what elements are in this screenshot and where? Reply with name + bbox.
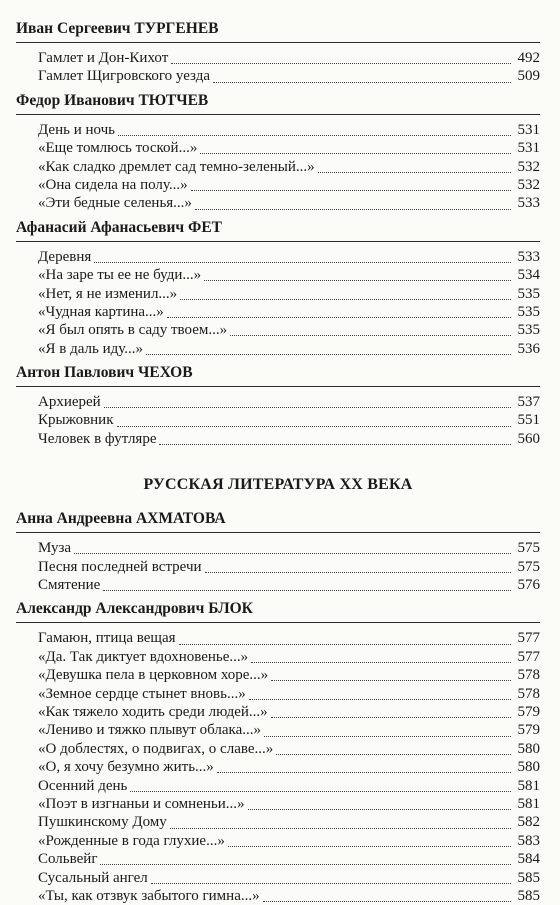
entry-list [16, 539, 540, 594]
dot-leader [180, 288, 511, 300]
entry-page-number: 532 [517, 158, 540, 175]
toc-entry [38, 303, 540, 321]
entry-page-number: 536 [517, 340, 540, 357]
entry-page-number: 580 [517, 740, 540, 757]
dot-leader [230, 324, 511, 336]
entry-page-number: 533 [517, 195, 540, 212]
dot-leader [103, 579, 511, 591]
dot-leader [271, 669, 511, 681]
dot-leader [170, 817, 511, 829]
dot-leader [167, 306, 511, 318]
entry-title: Пушкинскому Дому [38, 814, 167, 831]
dot-leader [228, 835, 511, 847]
entry-page-number: 578 [517, 685, 540, 702]
entry-title: «Девушка пела в церковном хоре...» [38, 667, 269, 684]
entry-page-number: 576 [517, 577, 540, 594]
author-name: Александр Александрович БЛОК [16, 600, 253, 618]
toc-entry [38, 629, 540, 647]
entry-page-number: 560 [517, 430, 540, 447]
toc-entry [38, 340, 540, 358]
dot-leader [249, 688, 511, 700]
toc-entry [38, 703, 540, 721]
dot-leader [251, 651, 511, 663]
entry-page-number: 575 [517, 558, 540, 575]
dot-leader [146, 343, 511, 355]
dot-leader [118, 124, 511, 136]
entry-page-number: 551 [517, 412, 540, 429]
author-heading [16, 86, 540, 115]
dot-leader [104, 396, 511, 408]
toc-entry [38, 832, 540, 850]
toc-entry [38, 777, 540, 795]
entry-page-number: 532 [517, 176, 540, 193]
toc-entry [38, 139, 540, 157]
dot-leader [179, 633, 511, 645]
author-heading [16, 358, 540, 387]
toc-entry [38, 685, 540, 703]
toc-entry [38, 393, 540, 411]
entry-title: «Рожденные в года глухие...» [38, 832, 225, 849]
entry-title: Человек в футляре [38, 430, 157, 447]
author-name: Антон Павлович ЧЕХОВ [16, 364, 193, 382]
dot-leader [264, 725, 511, 737]
toc-entry [38, 248, 540, 266]
entry-title: «Ты, как отзвук забытого гимна...» [38, 887, 260, 904]
entry-title: «Эти бедные селенья...» [38, 195, 192, 212]
toc-entry [38, 887, 540, 905]
toc-entry [38, 795, 540, 813]
entry-page-number: 533 [517, 248, 540, 265]
author-heading [16, 213, 540, 242]
entry-page-number: 537 [517, 394, 540, 411]
toc-entry [38, 194, 540, 212]
toc-entry [38, 758, 540, 776]
toc-entry [38, 740, 540, 758]
toc-entry [38, 176, 540, 194]
entry-title: «Лениво и тяжко плывут облака...» [38, 722, 262, 739]
entry-list [16, 121, 540, 213]
dot-leader [263, 890, 511, 902]
toc-entry [38, 539, 540, 557]
toc-entry [38, 430, 540, 448]
entry-title: Осенний день [38, 777, 128, 794]
entry-title: «О доблестях, о подвигах, о славе...» [38, 740, 274, 757]
entry-title: Гамлет и Дон-Кихот [38, 50, 169, 66]
entry-title: «Чудная картина...» [38, 303, 164, 320]
entry-title: День и ночь [38, 121, 115, 138]
toc-entry [38, 869, 540, 887]
dot-leader [151, 872, 511, 884]
toc-entry [38, 666, 540, 684]
dot-leader [130, 780, 511, 792]
toc-entry [38, 411, 540, 429]
author-name: Афанасий Афанасьевич ФЕТ [16, 218, 222, 236]
dot-leader [171, 52, 511, 64]
toc-entry [38, 321, 540, 339]
toc-entry [38, 558, 540, 576]
entry-title: «Поэт в изгнаньи и сомненьи...» [38, 795, 245, 812]
entry-page-number: 582 [517, 814, 540, 831]
entry-title: «Земное сердце стынет вновь...» [38, 685, 246, 702]
toc-part-19th-century [16, 14, 540, 448]
dot-leader [117, 415, 512, 427]
entry-title: «Я был опять в саду твоем...» [38, 322, 228, 339]
dot-leader [200, 142, 511, 154]
entry-page-number: 577 [517, 630, 540, 647]
entry-page-number: 580 [517, 759, 540, 776]
entry-page-number: 575 [517, 540, 540, 557]
dot-leader [248, 798, 512, 810]
entry-page-number: 531 [517, 121, 540, 138]
toc-entry [38, 576, 540, 594]
toc-entry [38, 850, 540, 868]
section-title: РУССКАЯ ЛИТЕРАТУРА XX ВЕКА [143, 476, 413, 494]
entry-page-number: 534 [517, 267, 540, 284]
entry-page-number: 577 [517, 648, 540, 665]
entry-page-number: 531 [517, 140, 540, 157]
dot-leader [195, 198, 511, 210]
entry-page-number: 509 [517, 68, 540, 85]
entry-title: «Я в даль иду...» [38, 340, 143, 357]
dot-leader [191, 179, 511, 191]
entry-title: «Да. Так диктует вдохновенье...» [38, 648, 249, 665]
entry-page-number: 578 [517, 667, 540, 684]
entry-page-number: 583 [517, 832, 540, 849]
entry-list [16, 248, 540, 358]
toc-part-20th-century [16, 504, 540, 905]
entry-title: Смятение [38, 577, 101, 594]
entry-title: Песня последней встречи [38, 558, 202, 575]
entry-page-number: 579 [517, 703, 540, 720]
dot-leader [271, 706, 511, 718]
entry-title: Сольвейг [38, 851, 98, 868]
entry-page-number: 579 [517, 722, 540, 739]
entry-title: «Как сладко дремлет сад темно-зеленый...» [38, 158, 315, 175]
entry-title: Гамаюн, птица вещая [38, 630, 176, 647]
dot-leader [204, 269, 511, 281]
toc-entry [38, 721, 540, 739]
entry-page-number: 581 [517, 777, 540, 794]
toc-entry [38, 121, 540, 139]
toc-entry [38, 49, 540, 67]
dot-leader [100, 853, 511, 865]
toc-entry [38, 813, 540, 831]
entry-list [16, 393, 540, 448]
author-name: Иван Сергеевич ТУРГЕНЕВ [16, 20, 219, 37]
toc-entry [38, 158, 540, 176]
dot-leader [213, 71, 511, 83]
entry-title: «Еще томлюсь тоской...» [38, 140, 198, 157]
toc-entry [38, 648, 540, 666]
dot-leader [217, 761, 511, 773]
entry-title: Муза [38, 540, 72, 557]
author-heading [16, 594, 540, 623]
toc-entry [38, 266, 540, 284]
entry-list [16, 629, 540, 905]
toc-entry [38, 67, 540, 85]
entry-title: «На заре ты ее не буди...» [38, 267, 202, 284]
entry-title: Сусальный ангел [38, 869, 148, 886]
entry-page-number: 492 [517, 50, 540, 66]
dot-leader [94, 251, 511, 263]
entry-title: Деревня [38, 248, 92, 265]
entry-list [16, 49, 540, 86]
entry-title: «Нет, я не изменил...» [38, 285, 178, 302]
entry-title: Архиерей [38, 394, 101, 411]
entry-page-number: 584 [517, 851, 540, 868]
entry-page-number: 585 [517, 869, 540, 886]
entry-title: «О, я хочу безумно жить...» [38, 759, 214, 776]
entry-page-number: 581 [517, 795, 540, 812]
entry-title: Гамлет Щигровского уезда [38, 68, 211, 85]
toc-entry [38, 285, 540, 303]
author-name: Федор Иванович ТЮТЧЕВ [16, 91, 209, 109]
dot-leader [276, 743, 511, 755]
entry-page-number: 585 [517, 887, 540, 904]
author-heading [16, 14, 540, 43]
dot-leader [318, 161, 511, 173]
entry-page-number: 535 [517, 322, 540, 339]
entry-page-number: 535 [517, 303, 540, 320]
dot-leader [159, 433, 511, 445]
entry-title: Крыжовник [38, 412, 114, 429]
entry-title: «Она сидела на полу...» [38, 176, 188, 193]
dot-leader [205, 561, 511, 573]
dot-leader [74, 542, 511, 554]
author-name: Анна Андреевна АХМАТОВА [16, 510, 226, 528]
entry-title: «Как тяжело ходить среди людей...» [38, 703, 268, 720]
author-heading [16, 504, 540, 533]
entry-page-number: 535 [517, 285, 540, 302]
